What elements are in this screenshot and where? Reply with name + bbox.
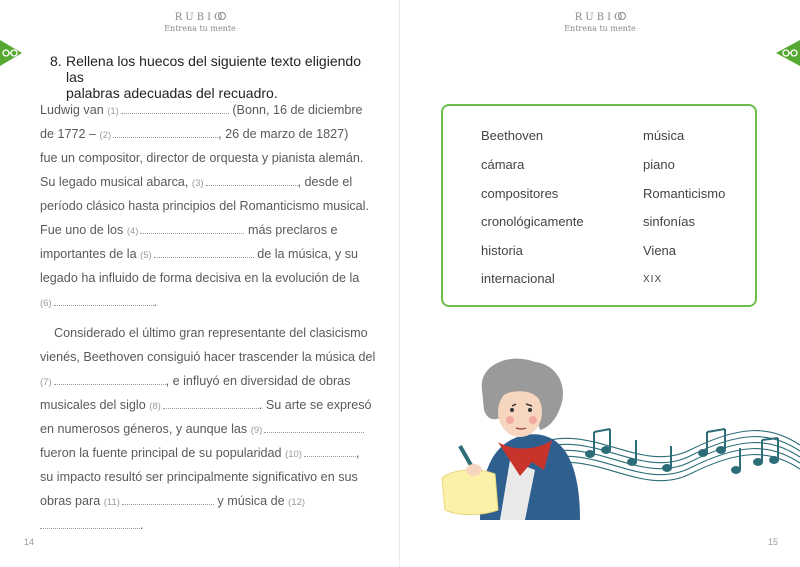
text-fragment: ,: [355, 446, 360, 460]
paragraph-1: [40, 98, 370, 314]
word-bank-item: piano: [643, 157, 675, 172]
brand-name: RUBIO: [174, 12, 226, 23]
text-fragment: , 26 de marzo de 1827): [218, 127, 349, 141]
text-line: [40, 98, 370, 122]
word-bank-item: XIX: [643, 274, 663, 285]
brand-tagline: Entrena tu mente: [564, 24, 636, 33]
text-line: [40, 393, 370, 417]
blank-number: (4): [126, 226, 139, 237]
text-fragment: en numerosos géneros, y aunque las: [40, 422, 248, 436]
text-line: [40, 242, 370, 266]
brand-tagline: Entrena tu mente: [164, 24, 236, 33]
blank-number: (6): [40, 298, 52, 309]
blank-number: (3): [191, 178, 204, 189]
blank-3[interactable]: [192, 170, 298, 196]
brand-logo-right: [540, 12, 660, 33]
word-bank-item: Beethoven: [481, 128, 544, 143]
blank-number: (5): [140, 250, 152, 261]
text-line: su impacto resultó ser principalmente significativo en sus: [40, 470, 358, 484]
text-line: [40, 122, 370, 146]
text-fragment: .: [140, 518, 144, 532]
text-line: [40, 441, 370, 465]
word-bank-item: Romanticismo: [643, 186, 726, 201]
glasses-icon: [2, 48, 18, 58]
instruction-line: Rellena los huecos del siguiente texto eligiendo las: [66, 53, 361, 85]
text-line: [40, 417, 370, 441]
text-line: fue un compositor, director de orquesta y pianista alemán.: [40, 151, 364, 165]
word-bank-item: música: [643, 128, 685, 143]
lightbulb-icon: [218, 12, 226, 20]
text-fragment: de 1772 –: [40, 127, 97, 141]
paragraph-2: [40, 321, 376, 537]
word-bank-item: cronológicamente: [481, 214, 584, 229]
text-line: [40, 218, 370, 242]
exercise-number: 8.: [50, 53, 62, 69]
brand-name: RUBIO: [574, 12, 626, 23]
word-bank-item: cámara: [481, 157, 525, 172]
text-line: [40, 489, 370, 513]
blank-5[interactable]: [140, 242, 254, 268]
exercise-instruction: [66, 53, 376, 101]
blank-7[interactable]: [40, 369, 166, 395]
text-line: [40, 170, 370, 194]
blank-10[interactable]: [285, 441, 356, 467]
music-notes-icon: [586, 429, 778, 473]
blank-number: (10): [285, 449, 302, 460]
text-fragment: fueron la fuente principal de su popularidad: [40, 446, 282, 460]
text-line: vienés, Beethoven consiguió hacer trascender la música del: [40, 350, 376, 364]
page-number-left: 14: [24, 537, 35, 547]
text-line: Considerado el último gran representante del clasicismo: [54, 326, 368, 340]
brand-logo-left: [140, 12, 260, 33]
instruction-line: palabras adecuadas del recuadro.: [66, 85, 278, 101]
text-line: legado ha influido de forma decisiva en la evolución de la: [40, 271, 360, 285]
text-line: período clásico hasta principios del Romanticismo musical.: [40, 199, 369, 213]
word-bank-box: [441, 104, 757, 307]
word-bank-item: Viena: [643, 243, 677, 258]
text-fragment: , e influyó en diversidad de obras: [165, 374, 351, 388]
text-fragment: Fue uno de los: [40, 223, 124, 237]
blank-2[interactable]: [100, 122, 219, 148]
text-fragment: (Bonn, 16 de diciembre: [232, 103, 363, 117]
text-line: [40, 513, 370, 537]
blank-6[interactable]: [40, 290, 154, 316]
word-bank-item: compositores: [481, 186, 559, 201]
blank-number: (8): [149, 401, 161, 412]
text-fragment: de la música, y su: [257, 247, 359, 261]
blank-number: (9): [250, 425, 263, 436]
word-bank-item: sinfonías: [643, 214, 696, 229]
word-bank-item: historia: [481, 243, 523, 258]
text-line: [40, 290, 370, 314]
text-fragment: importantes de la: [40, 247, 137, 261]
paper-sheet: [442, 470, 498, 515]
text-fragment: , desde el: [297, 175, 353, 189]
blank-12[interactable]: [288, 489, 307, 515]
text-fragment: más preclaros e: [247, 223, 338, 237]
text-fragment: Su legado musical abarca,: [40, 175, 189, 189]
text-fragment: . Su arte se expresó: [258, 398, 372, 412]
beethoven-illustration: [440, 350, 800, 530]
blank-number: (7): [40, 377, 52, 388]
text-fragment: obras para: [40, 494, 101, 508]
text-fragment: musicales del siglo: [40, 398, 146, 412]
text-line: [40, 369, 370, 393]
text-fragment: .: [153, 295, 158, 309]
page-number-right: 15: [768, 537, 779, 547]
blank-4[interactable]: [127, 218, 245, 244]
blank-number: (12): [288, 497, 306, 508]
blank-1[interactable]: [107, 98, 229, 124]
text-fragment: Ludwig van: [40, 103, 104, 117]
text-fragment: y música de: [217, 494, 285, 508]
blank-number: (1): [107, 106, 119, 117]
blank-12-continued[interactable]: [40, 513, 140, 537]
lightbulb-icon: [618, 12, 626, 20]
blank-number: (2): [99, 130, 112, 141]
blank-11[interactable]: [104, 489, 214, 515]
blank-number: (11): [103, 497, 120, 508]
word-bank-item: internacional: [481, 271, 555, 286]
blank-8[interactable]: [149, 393, 259, 419]
blank-9[interactable]: [251, 417, 365, 443]
glasses-icon: [782, 48, 798, 58]
